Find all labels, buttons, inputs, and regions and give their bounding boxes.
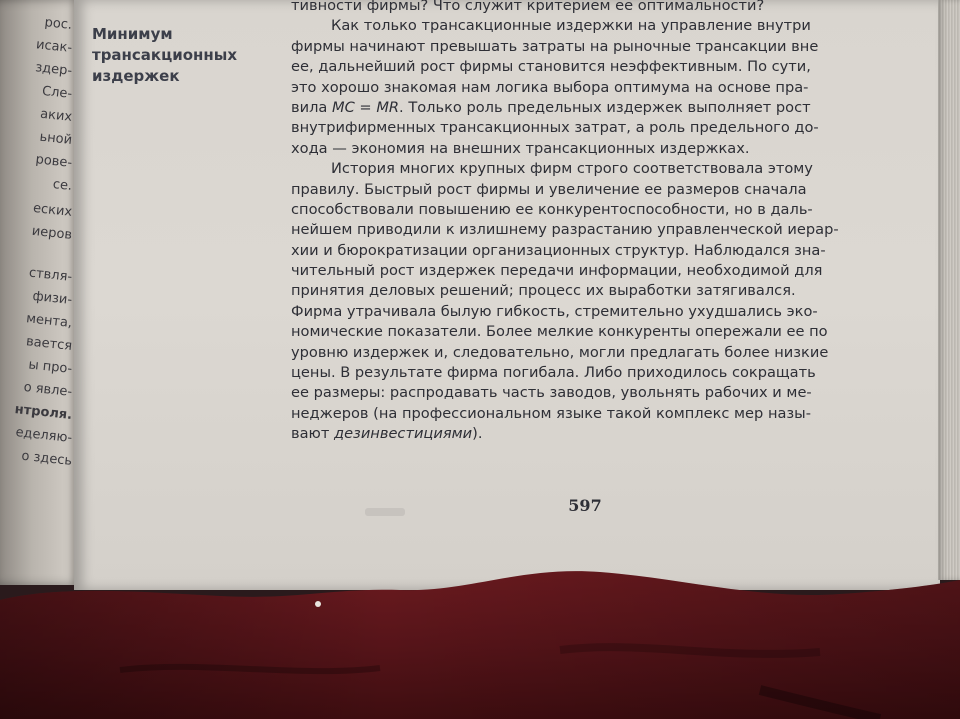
page-number: 597 — [568, 496, 602, 515]
text-line: вают дезинвестициями). — [291, 425, 483, 443]
left-fragment: се. — [52, 177, 73, 194]
show-through-mark — [365, 508, 405, 516]
margin-heading-line: издержек — [92, 67, 180, 85]
left-fragment: ствля- — [28, 265, 73, 285]
text-line: фирмы начинают превышать затраты на рыночные трансакции вне — [291, 37, 819, 55]
text-line: Как только трансакционные издержки на управление внутри — [331, 17, 811, 35]
left-fragment: ьной — [38, 129, 73, 148]
text-line: История многих крупных фирм строго соответствовала этому — [331, 160, 813, 178]
left-fragment: мента, — [25, 311, 73, 331]
red-fabric — [0, 560, 960, 719]
left-fragment: вается — [25, 334, 73, 354]
left-fragment: Сле- — [41, 83, 73, 102]
left-fragment: исак- — [35, 37, 73, 56]
margin-heading-line: Минимум — [92, 25, 173, 43]
text-line: ее размеры: распродавать часть заводов, увольнять рабочих и ме- — [291, 384, 812, 402]
text-line: тивности фирмы? Что служит критерием ее оптимальности? — [291, 0, 765, 14]
text-line: Фирма утрачивала былую гибкость, стремительно ухудшались эко- — [291, 302, 818, 320]
text-line: ее, дальнейший рост фирмы становится неэффективным. По сути, — [291, 58, 811, 76]
text-line: хода — экономия на внешних трансакционных издержках. — [291, 139, 750, 157]
left-fragment: иеров — [31, 223, 73, 243]
previous-page-edge — [0, 0, 80, 585]
text-line: номические показатели. Более мелкие конкуренты опережали ее по — [291, 323, 828, 341]
left-fragment: аких — [39, 106, 73, 125]
text-line: хии и бюрократизации организационных структур. Наблюдался зна- — [291, 241, 826, 259]
left-fragment: здер- — [34, 60, 73, 79]
text-line: уровню издержек и, следовательно, могли предлагать более низкие — [291, 343, 829, 361]
text-line: вила MC = MR. Только роль предельных издержек выполняет рост — [291, 98, 811, 116]
text-line: правилу. Быстрый рост фирмы и увеличение ее размеров сначала — [291, 180, 807, 198]
text-line: способствовали повышению ее конкурентоспособности, но в даль- — [291, 200, 813, 218]
left-fragment: о явле- — [22, 379, 73, 400]
left-fragment: еделяю- — [14, 425, 73, 446]
left-fragment: рове- — [34, 152, 73, 171]
page-stack-edge — [938, 0, 960, 580]
body-text — [291, 0, 851, 445]
text-line: принятия деловых решений; процесс их выработки затягивался. — [291, 282, 796, 300]
text-line: внутрифирменных трансакционных затрат, а роль предельного до- — [291, 119, 819, 137]
text-line: неджеров (на профессиональном языке такой комплекс мер назы- — [291, 404, 811, 422]
left-fragment: о здесь — [20, 448, 73, 469]
text-line: нейшем приводили к излишнему разрастанию управленческой иерар- — [291, 221, 839, 239]
left-fragment: еских — [32, 200, 73, 220]
text-line: чительный рост издержек передачи информации, необходимой для — [291, 262, 823, 280]
left-fragment: ы про- — [27, 357, 73, 377]
left-fragment: физи- — [31, 288, 73, 308]
text-line: это хорошо знакомая нам логика выбора оптимума на основе пра- — [291, 78, 809, 96]
text-line: цены. В результате фирма погибала. Либо приходилось сокращать — [291, 364, 816, 382]
left-fragment: рос. — [43, 15, 73, 33]
margin-heading — [92, 24, 272, 87]
margin-heading-line: трансакционных — [92, 46, 238, 64]
left-fragment: нтроля. — [13, 402, 73, 423]
